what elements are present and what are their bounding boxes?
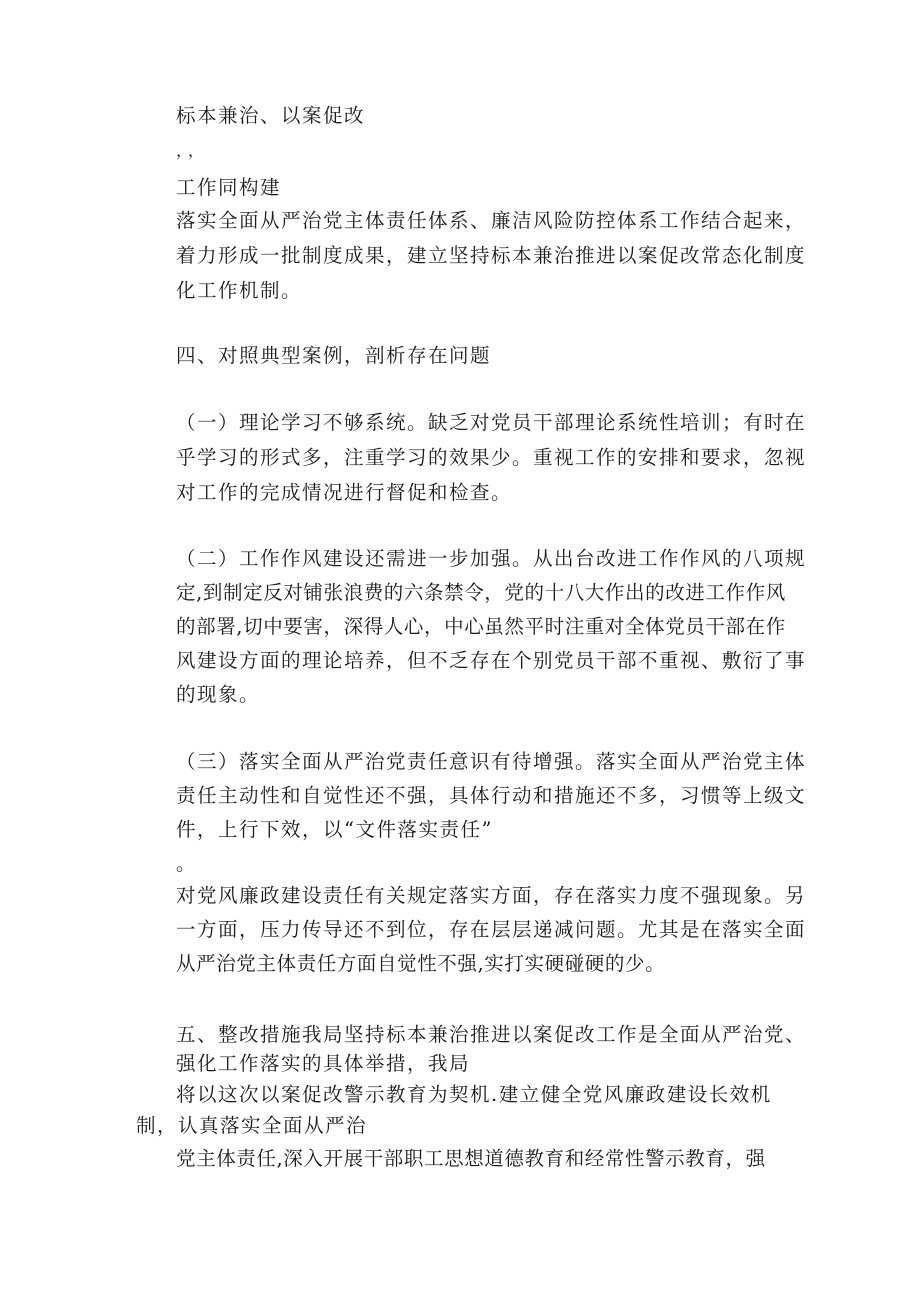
- section5-line-2: 强化工作落实的具体举措，我局: [176, 1052, 471, 1075]
- item1-line-1: （一）理论学习不够系统。缺乏对党员干部理论系统性培训；有时在: [176, 411, 807, 434]
- item2-line-3: 的部署,切中要害，深得人心，中心虽然平时注重对全体党员干部在作: [176, 615, 786, 638]
- item3-line-4: 。: [176, 852, 198, 875]
- block2-heading: 工作同构建: [176, 176, 282, 199]
- item1-line-2: 乎学习的形式多，注重学习的效果少。重视工作的安排和要求，忽视: [176, 446, 807, 469]
- block1-heading: 标本兼治、以案促改: [176, 104, 366, 127]
- item1-line-3: 对工作的完成情况进行督促和检查。: [176, 481, 513, 504]
- item2-line-4: 风建设方面的理论培养，但不乏存在个别党员干部不重视、敷衍了事: [176, 649, 807, 672]
- item3-line-7: 从严治党主体责任方面自觉性不强,实打实硬碰硬的少。: [176, 952, 666, 975]
- item3-line-2: 责任主动性和自觉性还不强，具体行动和措施还不多，习惯等上级文: [176, 784, 807, 807]
- section5-line-5: 党主体责任,深入开展干部职工思想道德教育和经常性警示教育，强: [176, 1147, 766, 1170]
- item2-line-5: 的现象。: [176, 683, 261, 706]
- block2-line-2: 着力形成一批制度成果，建立坚持标本兼治推进以案促改常态化制度: [176, 244, 807, 267]
- item2-line-1: （二）工作作风建设还需进一步加强。从出台改进工作作风的八项规: [176, 547, 807, 570]
- item3-line-6: 一方面，压力传导还不到位，存在层层递减问题。尤其是在落实全面: [176, 918, 807, 941]
- section4-heading: 四、对照典型案例，剖析存在问题: [176, 344, 492, 367]
- section5-line-3: 将以这次以案促改警示教育为契机.建立健全党风廉政建设长效机: [176, 1083, 772, 1106]
- section5-line-4: 制，认真落实全面从严治: [136, 1114, 368, 1137]
- block2-line-3: 化工作机制。: [176, 279, 303, 302]
- item2-line-2: 定,到制定反对铺张浪费的六条禁令，党的十八大作出的改进工作作风: [176, 581, 786, 604]
- stray-marks: ，，: [176, 141, 209, 160]
- item3-line-1: （三）落实全面从严治党责任意识有待增强。落实全面从严治党主体: [176, 750, 807, 773]
- block2-line-1: 落实全面从严治党主体责任体系、廉洁风险防控体系工作结合起来，: [176, 209, 807, 232]
- item3-line-3: 件，上行下效，以“文件落实责任”: [176, 818, 493, 841]
- item3-line-5: 对党风廉政建设责任有关规定落实方面，存在落实力度不强现象。另: [176, 884, 807, 907]
- section5-line-1: 五、整改措施我局坚持标本兼治推进以案促改工作是全面从严治党、: [176, 1023, 807, 1046]
